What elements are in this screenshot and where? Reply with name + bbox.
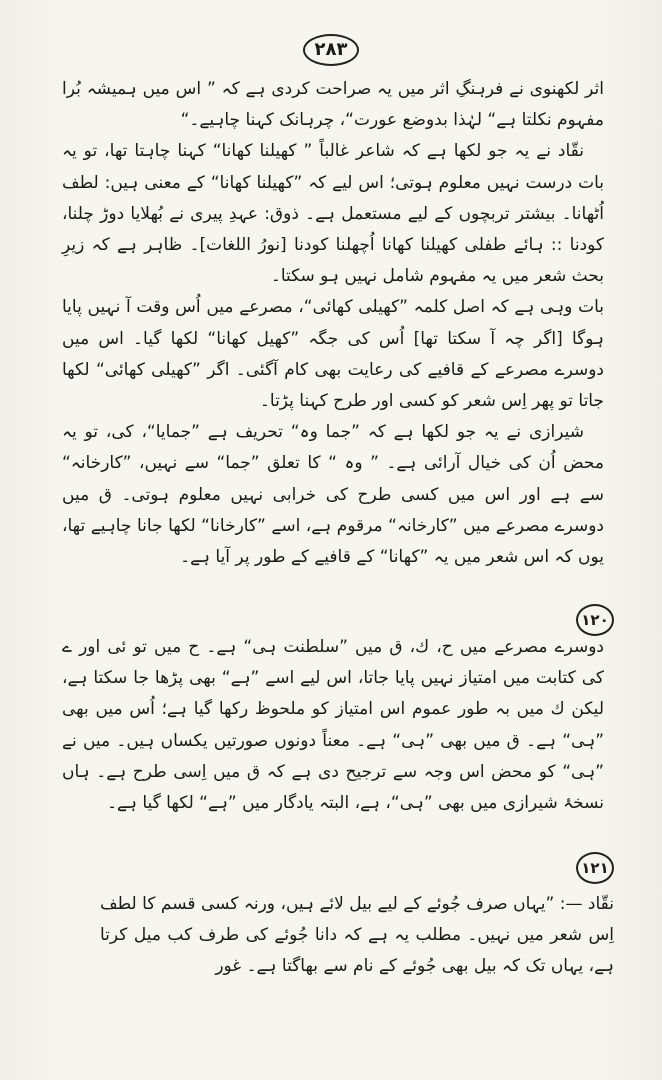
paragraph-2: نقّاد نے یہ جو لکھا ہے کہ شاعر غالباً ” کھیلنا کھانا“ کہنا چاہتا تھا، تو یہ بات درست نہیں معلوم ہوتی؛ اس لیے کہ ”کھیلنا کھانا“ کے معنی ہیں: لطف اُٹھانا۔ بیشتر تربچوں کے لیے مستعمل ہے۔ ذوق: عہدِ پیری نے بُھلایا دوڑ چلنا، کودنا :: ہائے طفلی کھیلنا کھانا اُچھلنا کودنا [نورُ اللغات]۔ ظاہر ہے کہ زیرِ بحث شعر میں یہ مفہوم شامل نہیں ہو سکتا۔ — [62, 141, 604, 287]
paragraph-1: اثر لکھنوی نے فرہنگِ اثر میں یہ صراحت کردی ہے کہ ” اس میں ہمیشہ بُرا مفہوم نکلتا ہے“ لہٰذا بدوضع عورت“، چرہانک کہنا چاہیے۔“ — [62, 79, 604, 131]
note-120-text — [62, 632, 604, 819]
note-121-text — [100, 889, 614, 983]
paragraph-4: شیرازی نے یہ جو لکھا ہے کہ ”جما وہ“ تحریف ہے ”جمایا“، کی، تو یہ محض اُن کی خیال آرائی ہے۔ ” وہ “ کا تعلق ”جما“ سے نہیں، ”کارخانہ“ سے ہے اور اس میں کسی طرح کی خرابی نہیں معلوم ہوتی۔ ق میں دوسرے مصرعے میں ”کارخانہ“ مرقوم ہے، اسے ”کارخانا“ لکھا جانا چاہیے تھا، یوں کہ اس شعر میں یہ ”کھانا“ کے قافیے کے طور پر آیا ہے۔ — [62, 422, 604, 568]
main-text-block — [62, 74, 604, 573]
note-number-121: ۱۲۱ — [576, 852, 614, 884]
paragraph-6: نقّاد —: ”یہاں صرف جُوئے کے لیے بیل لائے ہیں، ورنہ کسی قسم کا لطف اِس شعر میں نہیں۔ مطلب یہ ہے کہ دانا جُوئے کی طرف کب میل کرتا ہے، یہاں تک کہ بیل بھی جُوئے کے نام سے بھاگتا ہے۔ غور — [100, 894, 614, 977]
note-number-120: ۱۲۰ — [576, 604, 614, 636]
paragraph-5: دوسرے مصرعے میں ح، ك، ق میں ”سلطنت ہی“ ہے۔ ح میں تو ئی اور ے کی کتابت میں امتیاز نہیں پایا جاتا، اس لیے اسے ”ہے“ بھی پڑھا جا سکتا ہے، لیکن ك میں بہ طور عموم اس امتیاز کو ملحوظ رکھا گیا ہے؛ اُس میں بھی ”ہی“ ہے۔ ق میں بھی ”ہی“ ہے۔ معناً دونوں صورتیں یکساں ہیں۔ میں نے ”ہی“ کو محض اس وجہ سے ترجیح دی ہے کہ ق میں اِسی طرح ہے۔ ہاں نسخۂ شیرازی میں بھی ”ہی“، ہے، البتہ یادگار میں ”ہے“ لکھا گیا ہے۔ — [62, 637, 604, 814]
page-number: ۲۸۳ — [303, 34, 359, 66]
paragraph-3: بات وہی ہے کہ اصل کلمہ ”کھیلی کھائی“، مصرعے میں اُس وقت آ نہیں پایا ہوگا [اگر چہ آ سکتا تھا] اُس کی جگہ ”کھیل کھانا“ لکھا گیا۔ اس میں دوسرے مصرعے کے قافیے کی رعایت بھی کام آگئی۔ اگر ”کھیلی کھائی“ لکھا جاتا تو پھر اِس شعر کو کسی اور طرح کہنا پڑتا۔ — [62, 297, 604, 412]
